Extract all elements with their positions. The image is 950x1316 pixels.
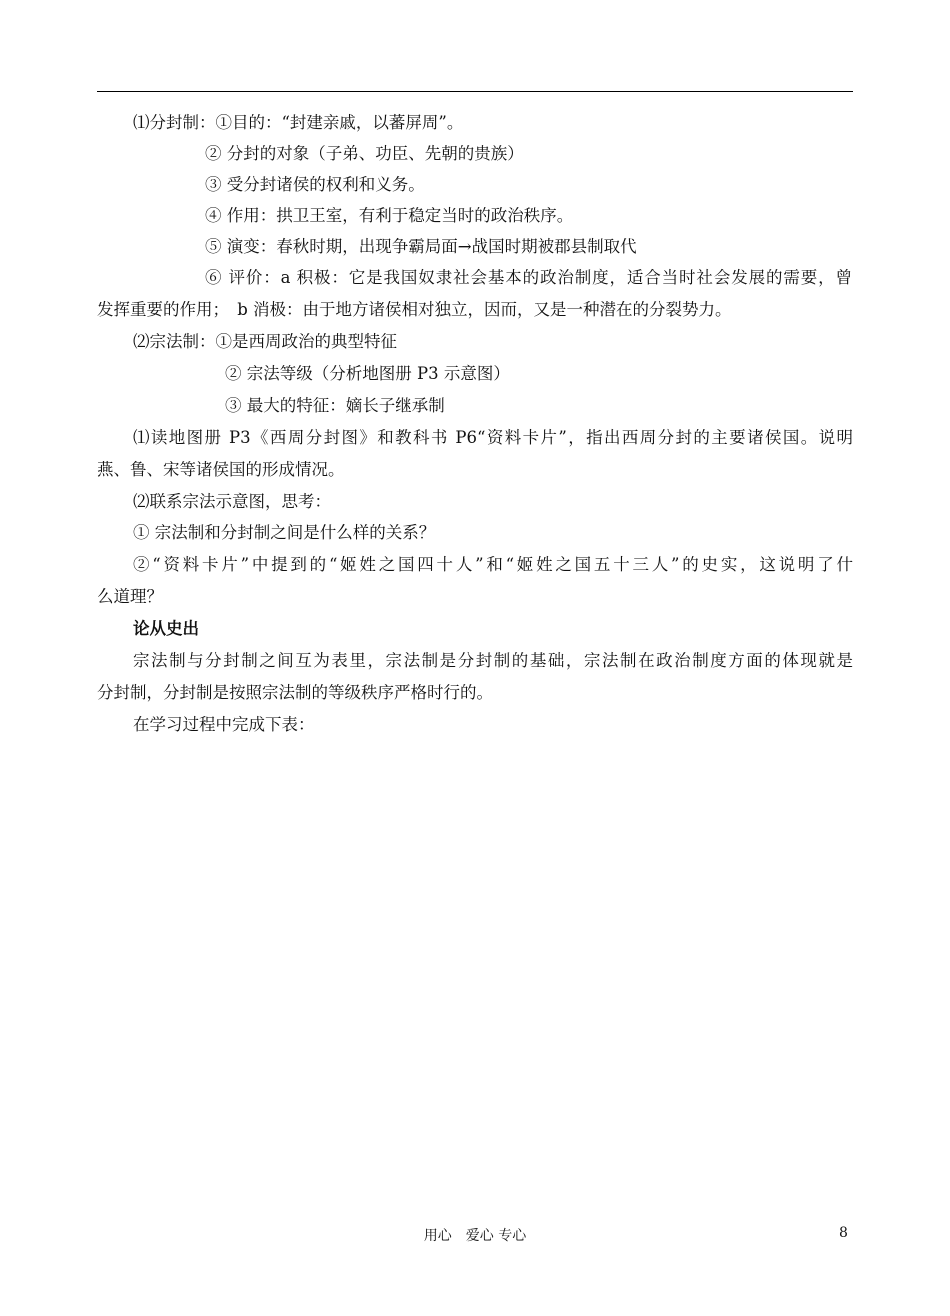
question-2-line: ⑵联系宗法示意图，思考：	[133, 492, 331, 511]
header-rule	[97, 91, 853, 92]
table-instruction: 在学习过程中完成下表：	[133, 715, 315, 734]
fengjian-purpose-line: ⑴分封制：①目的：“封建亲戚，以蕃屏周”。	[133, 113, 464, 132]
fengjian-evaluation-line: ⑥ 评价：a 积极：它是我国奴隶社会基本的政治制度，适合当时社会发展的需要，曾	[205, 268, 852, 287]
page-number: 8	[839, 1225, 848, 1241]
fengjian-objects-line: ② 分封的对象（子弟、功臣、先朝的贵族）	[205, 144, 524, 163]
footer-motto: 用心 爱心 专心	[423, 1228, 527, 1244]
fengjian-evolution-line: ⑤ 演变：春秋时期，出现争霸局面→战国时期被郡县制取代	[205, 237, 637, 256]
question-2-sub2-cont: 么道理？	[97, 587, 163, 606]
conclusion-cont: 分封制，分封制是按照宗法制的等级秩序严格时行的。	[97, 683, 493, 702]
zongfa-characteristic-line: ③ 最大的特征：嫡长子继承制	[225, 396, 445, 415]
question-1-line: ⑴读地图册 P3《西周分封图》和教科书 P6“资料卡片”，指出西周分封的主要诸侯国。说明	[133, 428, 853, 447]
fengjian-rights-line: ③ 受分封诸侯的权利和义务。	[205, 175, 425, 194]
question-2-sub2: ②“资料卡片”中提到的“姬姓之国四十人”和“姬姓之国五十三人”的史实，这说明了什	[133, 555, 853, 574]
question-1-cont: 燕、鲁、宋等诸侯国的形成情况。	[97, 460, 345, 479]
fengjian-evaluation-cont: 发挥重要的作用； b 消极：由于地方诸侯相对独立，因而，又是一种潜在的分裂势力。	[97, 300, 732, 319]
fengjian-role-line: ④ 作用：拱卫王室，有利于稳定当时的政治秩序。	[205, 206, 574, 225]
conclusion-line: 宗法制与分封制之间互为表里，宗法制是分封制的基础，宗法制在政治制度方面的体现就是	[133, 651, 853, 670]
zongfa-feature-line: ⑵宗法制：①是西周政治的典型特征	[133, 332, 397, 351]
zongfa-hierarchy-line: ② 宗法等级（分析地图册 P3 示意图）	[225, 364, 510, 383]
section-heading: 论从史出	[133, 619, 199, 638]
question-2-sub1: ① 宗法制和分封制之间是什么样的关系？	[133, 523, 436, 542]
